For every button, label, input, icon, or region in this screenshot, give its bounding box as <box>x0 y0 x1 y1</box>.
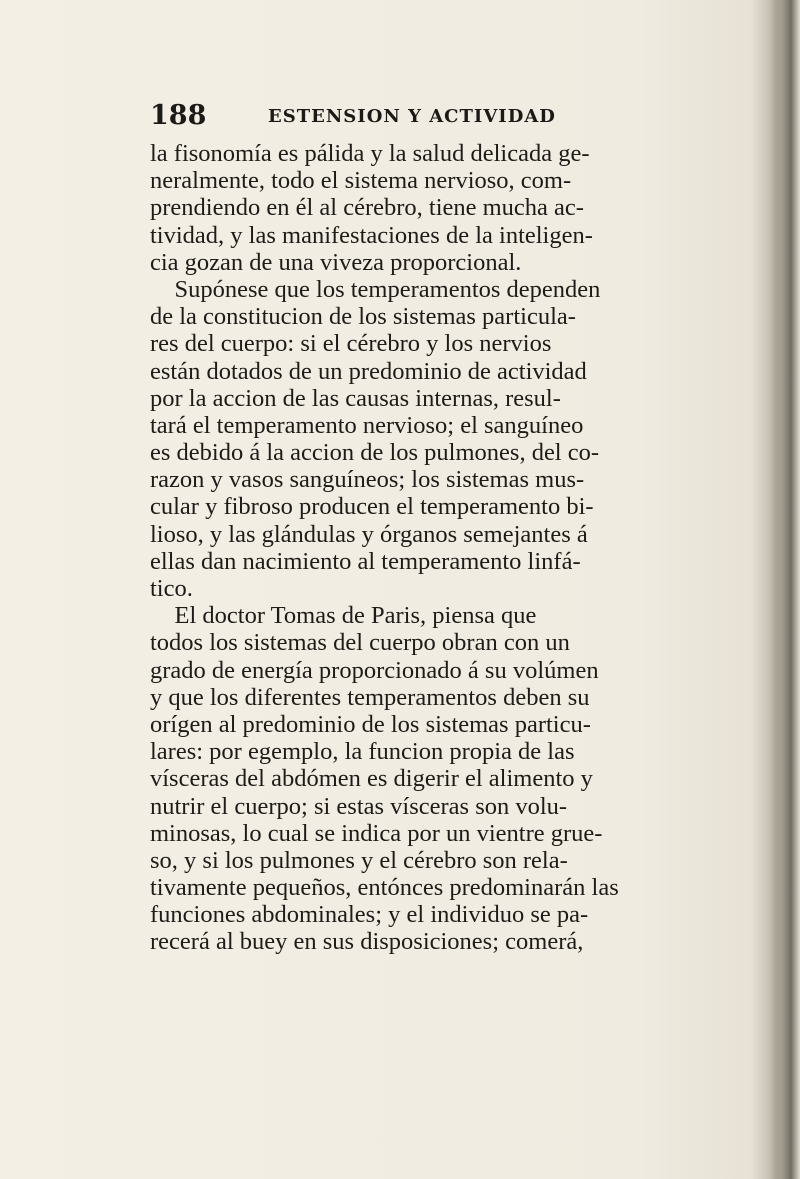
text-line: recerá al buey en sus disposiciones; comerá, <box>150 928 584 956</box>
page-number: 188 <box>150 100 207 131</box>
text-line: todos los sistemas del cuerpo obran con un <box>150 629 570 657</box>
text-line: tará el temperamento nervioso; el sanguíneo <box>150 411 584 439</box>
text-line: ellas dan nacimiento al temperamento linfá- <box>150 547 581 575</box>
text-line: neralmente, todo el sistema nervioso, com- <box>150 167 572 195</box>
text-line: funciones abdominales; y el individuo se pa- <box>150 901 589 929</box>
body-text <box>150 140 750 956</box>
text-line: razon y vasos sanguíneos; los sistemas mus- <box>150 466 585 494</box>
page-header <box>150 100 710 136</box>
text-line: cular y fibroso producen el temperamento bi- <box>150 493 594 521</box>
text-line: grado de energía proporcionado á su volúmen <box>150 656 599 684</box>
page-edge-shadow <box>770 0 800 1179</box>
text-line: Supónese que los temperamentos dependen <box>150 275 601 303</box>
text-line: tividad, y las manifestaciones de la inteligen- <box>150 221 593 249</box>
text-line: lares: por egemplo, la funcion propia de las <box>150 738 575 766</box>
running-head: ESTENSION Y ACTIVIDAD <box>268 106 556 127</box>
text-line: nutrir el cuerpo; si estas vísceras son volu- <box>150 792 568 820</box>
text-line: prendiendo en él al cérebro, tiene mucha ac- <box>150 194 584 222</box>
text-line: tivamente pequeños, entónces predominarán las <box>150 874 619 902</box>
text-line: orígen al predominio de los sistemas particu- <box>150 710 591 738</box>
text-line: es debido á la accion de los pulmones, del co- <box>150 439 600 467</box>
text-line: lioso, y las glándulas y órganos semejantes á <box>150 520 588 548</box>
text-line: están dotados de un predominio de actividad <box>150 357 587 385</box>
text-line: so, y si los pulmones y el cérebro son rela- <box>150 846 568 874</box>
text-line: minosas, lo cual se indica por un vientre grue- <box>150 819 603 847</box>
text-line: cia gozan de una viveza proporcional. <box>150 248 522 276</box>
text-line: de la constitucion de los sistemas particula- <box>150 303 576 331</box>
text-line: El doctor Tomas de Paris, piensa que <box>150 602 537 630</box>
text-line: por la accion de las causas internas, resul- <box>150 384 561 412</box>
text-line: res del cuerpo: si el cérebro y los nervios <box>150 330 552 358</box>
text-line: la fisonomía es pálida y la salud delicada ge- <box>150 140 590 167</box>
text-line: tico. <box>150 575 193 602</box>
text-line: vísceras del abdómen es digerir el alimento y <box>150 765 593 793</box>
text-line: y que los diferentes temperamentos deben su <box>150 683 590 711</box>
